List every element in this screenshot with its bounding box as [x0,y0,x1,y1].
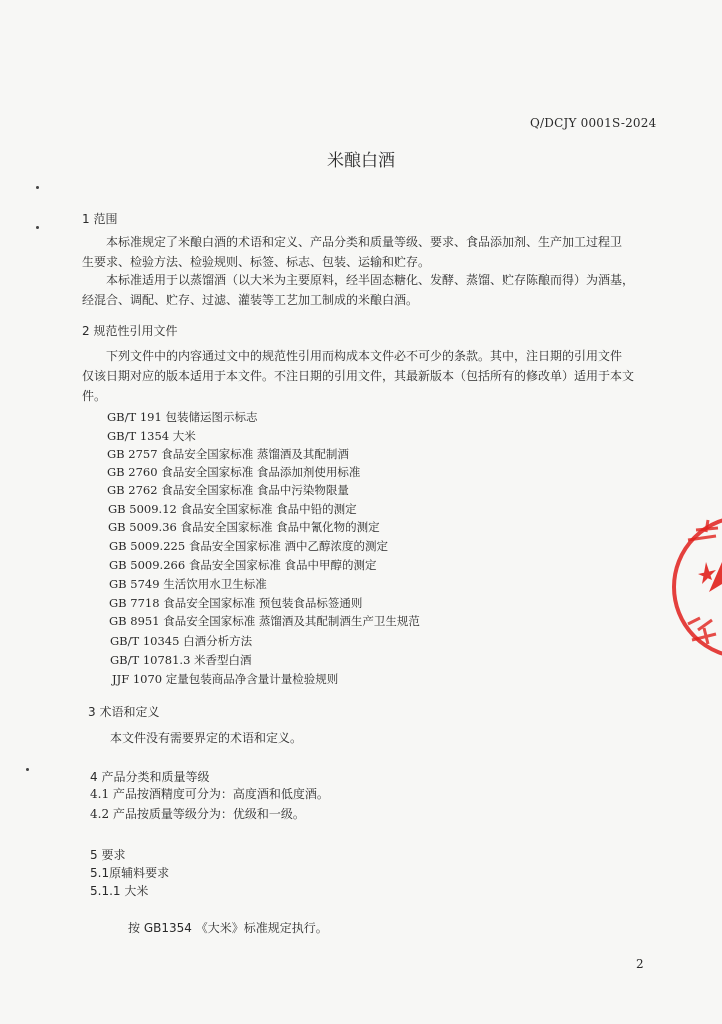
reference-item: GB/T 10345 白酒分析方法 [110,634,253,648]
section-heading-classification: 4 产品分类和质量等级 [90,770,210,784]
reference-item: GB 2760 食品安全国家标准 食品添加剂使用标准 [107,465,361,479]
list-item: 4.1 产品按酒精度可分为：高度酒和低度酒。 [90,787,329,801]
official-seal-stamp [668,512,722,662]
document-title: 米酿白酒 [327,151,395,171]
margin-speck [36,186,39,189]
paragraph-line: 本标准规定了米酿白酒的术语和定义、产品分类和质量等级、要求、食品添加剂、生产加工过程卫 [106,235,623,249]
section-heading-terms: 3 术语和定义 [88,705,160,719]
reference-item: GB 5009.36 食品安全国家标准 食品中氰化物的测定 [108,520,380,534]
paragraph-line: 件。 [82,389,107,403]
section-heading-scope: 1 范围 [82,212,118,226]
margin-speck [26,768,29,771]
reference-item: GB 5009.12 食品安全国家标准 食品中铅的测定 [108,502,357,516]
paragraph-line: 下列文件中的内容通过文中的规范性引用而构成本文件必不可少的条款。其中，注日期的引用文件 [106,349,623,363]
paragraph-line: 按 GB1354 《大米》标准规定执行。 [128,921,328,935]
paragraph-line: 本文件没有需要界定的术语和定义。 [110,731,303,745]
reference-item: GB 7718 食品安全国家标准 预包装食品标签通则 [109,596,363,610]
reference-item: GB 5749 生活饮用水卫生标准 [109,577,267,591]
section-heading-requirements: 5 要求 [90,848,126,862]
reference-item: GB 5009.225 食品安全国家标准 酒中乙醇浓度的测定 [109,539,388,553]
reference-item: GB 8951 食品安全国家标准 蒸馏酒及其配制酒生产卫生规范 [109,614,420,628]
reference-item: GB/T 1354 大米 [107,429,196,443]
standard-code: Q/DCJY 0001S-2024 [530,116,657,130]
list-item: 4.2 产品按质量等级分为：优级和一级。 [90,807,305,821]
reference-item: GB 2757 食品安全国家标准 蒸馏酒及其配制酒 [107,447,349,461]
reference-item: GB 5009.266 食品安全国家标准 食品中甲醇的测定 [109,558,377,572]
subsection-heading: 5.1.1 大米 [90,884,149,898]
section-heading-normative-references: 2 规范性引用文件 [82,324,178,338]
paragraph-line: 生要求、检验方法、检验规则、标签、标志、包装、运输和贮存。 [82,255,431,269]
reference-item: GB 2762 食品安全国家标准 食品中污染物限量 [107,483,349,497]
margin-speck [36,226,39,229]
paragraph-line: 本标准适用于以蒸馏酒（以大米为主要原料，经半固态糖化、发酵、蒸馏、贮存陈酿而得）为酒基， [106,273,635,287]
reference-item: GB/T 10781.3 米香型白酒 [110,653,252,667]
subsection-heading: 5.1原辅料要求 [90,866,170,880]
reference-item: JJF 1070 定量包装商品净含量计量检验规则 [112,672,339,686]
reference-item: GB/T 191 包装储运图示标志 [107,410,258,424]
paragraph-line: 仅该日期对应的版本适用于本文件。不注日期的引用文件，其最新版本（包括所有的修改单）适用于本文 [82,369,635,383]
page-number: 2 [636,957,644,971]
paragraph-line: 经混合、调配、贮存、过滤、灌装等工艺加工制成的米酿白酒。 [82,293,419,307]
